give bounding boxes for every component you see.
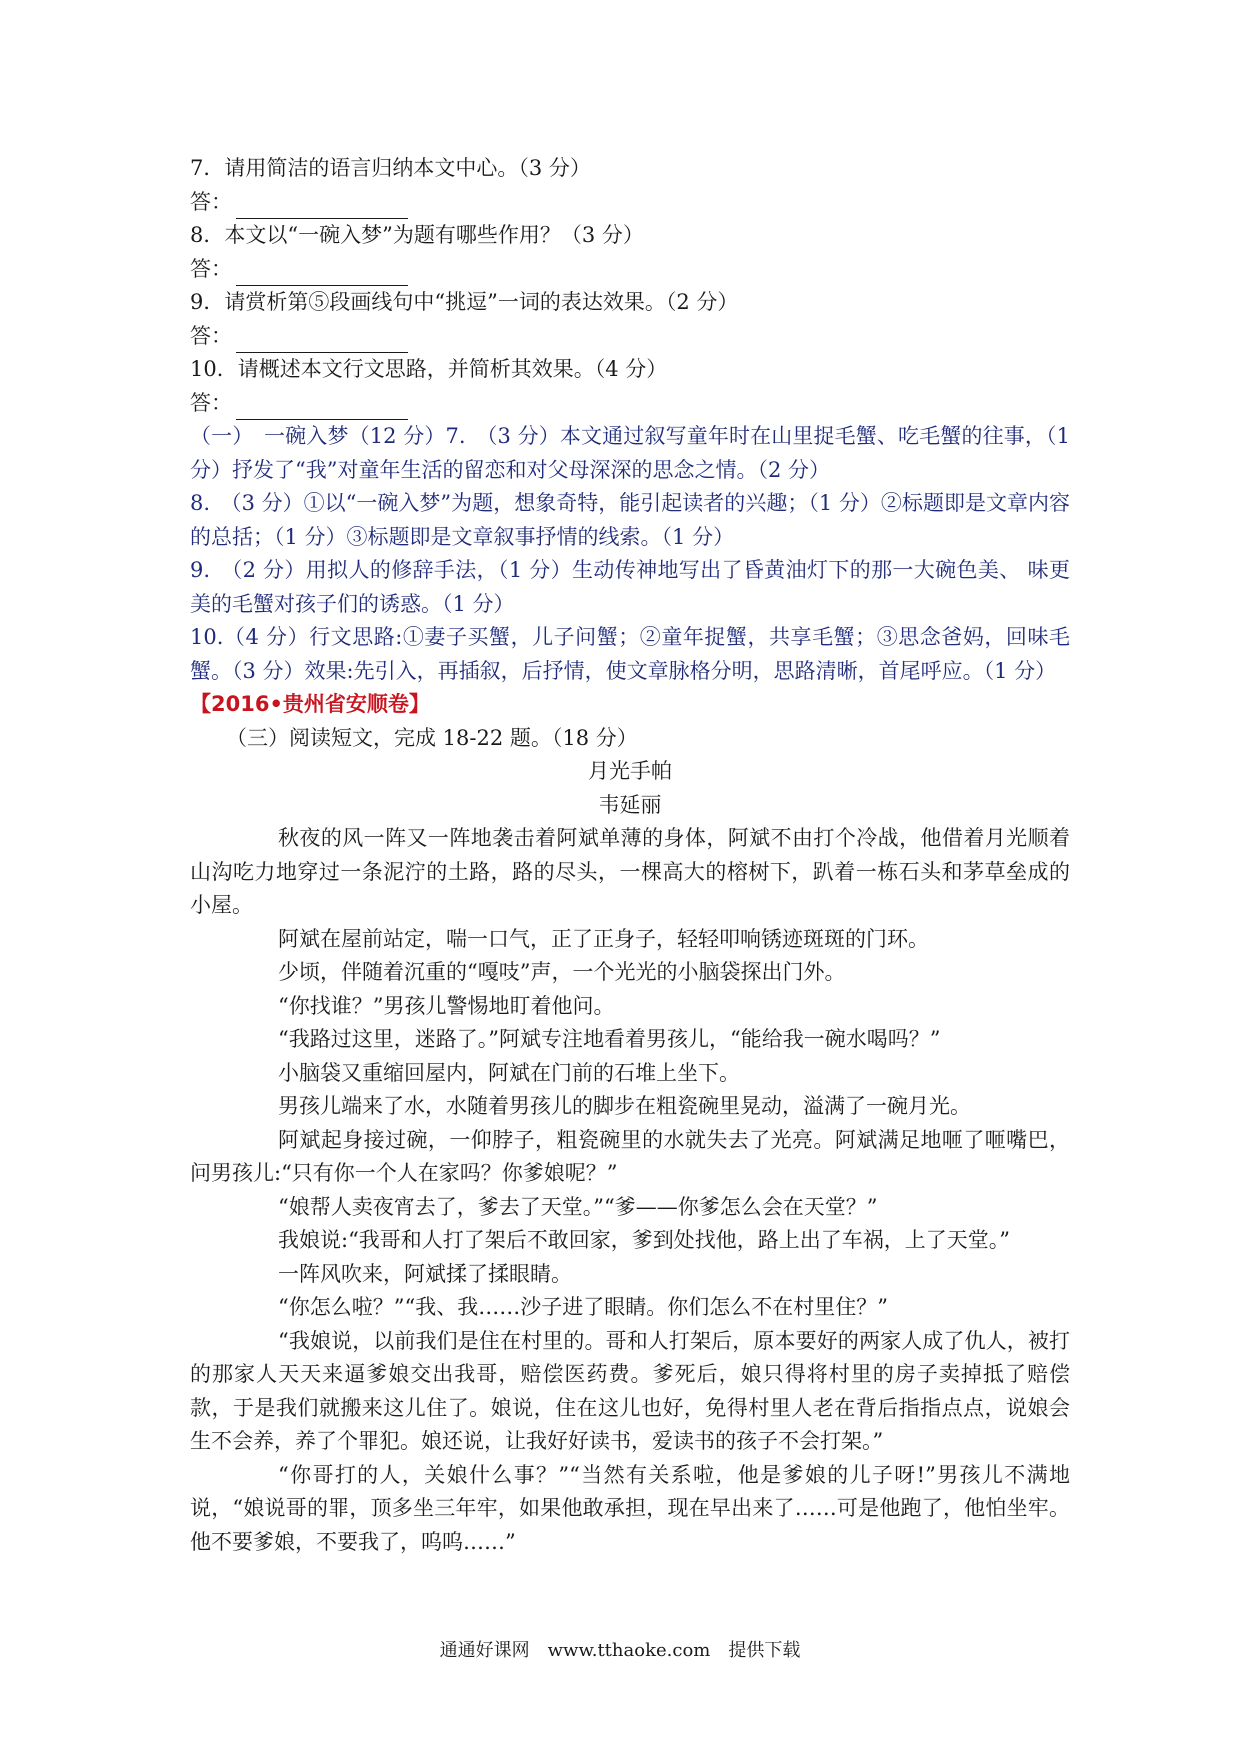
answer-label: 答： [190, 256, 232, 281]
answer-row [190, 320, 1070, 354]
article-title: 月光手帕 [588, 759, 672, 783]
article-paragraph: 小脑袋又重缩回屋内，阿斌在门前的石堆上坐下。 [278, 1060, 740, 1085]
answer-key-10: 10.（4 分）行文思路:①妻子买蟹，儿子问蟹；②童年捉蟹，共享毛蟹；③思念爸妈，回味毛蟹。（3 分）效果:先引入，再插叙，后抒情，使文章脉格分明，思路清晰，首尾呼应。（1 分） [190, 625, 1070, 683]
article-paragraph: “我路过这里，迷路了。”阿斌专注地看着男孩儿，“能给我一碗水喝吗？” [278, 1027, 941, 1051]
question-prompt: 10．请概述本文行文思路，并简析其效果。（4 分） [190, 357, 668, 381]
answer-blank[interactable] [236, 395, 408, 420]
section-intro: （三）阅读短文，完成 18-22 题。（18 分） [226, 725, 638, 750]
article-paragraph: 我娘说:“我哥和人打了架后不敢回家，爹到处找他，路上出了车祸，上了天堂。” [278, 1228, 1011, 1252]
article-paragraph: 男孩儿端来了水，水随着男孩儿的脚步在粗瓷碗里晃动，溢满了一碗月光。 [278, 1094, 971, 1118]
answer-row [190, 253, 1070, 287]
answer-label: 答： [190, 189, 232, 214]
article-paragraph: 阿斌起身接过碗，一仰脖子，粗瓷碗里的水就失去了光亮。阿斌满足地咂了咂嘴巴，问男孩儿:“只有你一个人在家吗？你爹娘呢？” [190, 1127, 1070, 1185]
article-paragraph: 秋夜的风一阵又一阵地袭击着阿斌单薄的身体，阿斌不由打个冷战，他借着月光顺着山沟吃力地穿过一条泥泞的土路，路的尽头，一棵高大的榕树下，趴着一栋石头和茅草垒成的小屋。 [190, 826, 1070, 917]
article-paragraph: “我娘说，以前我们是住在村里的。哥和人打架后，原本要好的两家人成了仇人，被打的那家人天天来逼爹娘交出我哥，赔偿医药费。爹死后，娘只得将村里的房子卖掉抵了赔偿款，于是我们就搬来这儿住了。娘说，住在这儿也好，免得村里人老在背后指指点点，说娘会生不会养，养了个罪犯。娘还说，让我好好读书，爱读书的孩子不会打架。” [190, 1328, 1070, 1453]
article-paragraph: 阿斌在屋前站定，喘一口气，正了正身子，轻轻叩响锈迹斑斑的门环。 [278, 926, 929, 951]
question-8 [190, 219, 1070, 286]
answer-blank[interactable] [236, 261, 408, 286]
question-7 [190, 152, 1070, 219]
question-10 [190, 353, 1070, 420]
question-prompt: 9．请赏析第⑤段画线句中“挑逗”一词的表达效果。（2 分） [190, 290, 739, 314]
answer-row [190, 186, 1070, 220]
article-paragraph: “你怎么啦？”“我、我……沙子进了眼睛。你们怎么不在村里住？” [278, 1295, 888, 1319]
question-prompt: 8．本文以“一碗入梦”为题有哪些作用？（3 分） [190, 223, 644, 247]
answer-row [190, 387, 1070, 421]
answer-label: 答： [190, 390, 232, 415]
article-paragraph: “娘帮人卖夜宵去了，爹去了天堂。”“爹——你爹怎么会在天堂？” [278, 1194, 878, 1219]
page-content [190, 152, 1070, 1559]
source-tag: 【2016•贵州省安顺卷】 [190, 692, 430, 716]
article-paragraph: 一阵风吹来，阿斌揉了揉眼睛。 [278, 1261, 572, 1286]
answer-key-8: 8. （3 分）①以“一碗入梦”为题，想象奇特，能引起读者的兴趣；（1 分）②标题即是文章内容的总括；（1 分）③标题即是文章叙事抒情的线索。（1 分） [190, 491, 1070, 549]
answer-key-9: 9. （2 分）用拟人的修辞手法，（1 分）生动传神地写出了昏黄油灯下的那一大碗色美、 味更美的毛蟹对孩子们的诱惑。（1 分） [190, 558, 1070, 616]
article-paragraph: “你找谁？”男孩儿警惕地盯着他问。 [278, 993, 615, 1018]
answer-blank[interactable] [236, 194, 408, 219]
article-author: 韦延丽 [598, 792, 662, 817]
article-paragraph: “你哥打的人，关娘什么事？”“当然有关系啦，他是爹娘的儿子呀!”男孩儿不满地说，“娘说哥的罪，顶多坐三年牢，如果他敢承担，现在早出来了……可是他跑了，他怕坐牢。他不要爹娘，不要我了，呜呜……” [190, 1462, 1070, 1554]
page-footer: 通通好课网 www.tthaoke.com 提供下载 [439, 1640, 801, 1661]
question-prompt: 7．请用简洁的语言归纳本文中心。（3 分） [190, 156, 591, 180]
answer-label: 答： [190, 323, 232, 348]
question-9 [190, 286, 1070, 353]
article-body [190, 822, 1070, 1559]
article-paragraph: 少顷，伴随着沉重的“嘎吱”声，一个光光的小脑袋探出门外。 [278, 960, 846, 984]
answer-key-1: （一） 一碗入梦（12 分）7. （3 分）本文通过叙写童年时在山里捉毛蟹、吃毛蟹的往事，（1 分）抒发了“我”对童年生活的留恋和对父母深深的思念之情。（2 分） [190, 424, 1070, 482]
answer-blank[interactable] [236, 328, 408, 353]
